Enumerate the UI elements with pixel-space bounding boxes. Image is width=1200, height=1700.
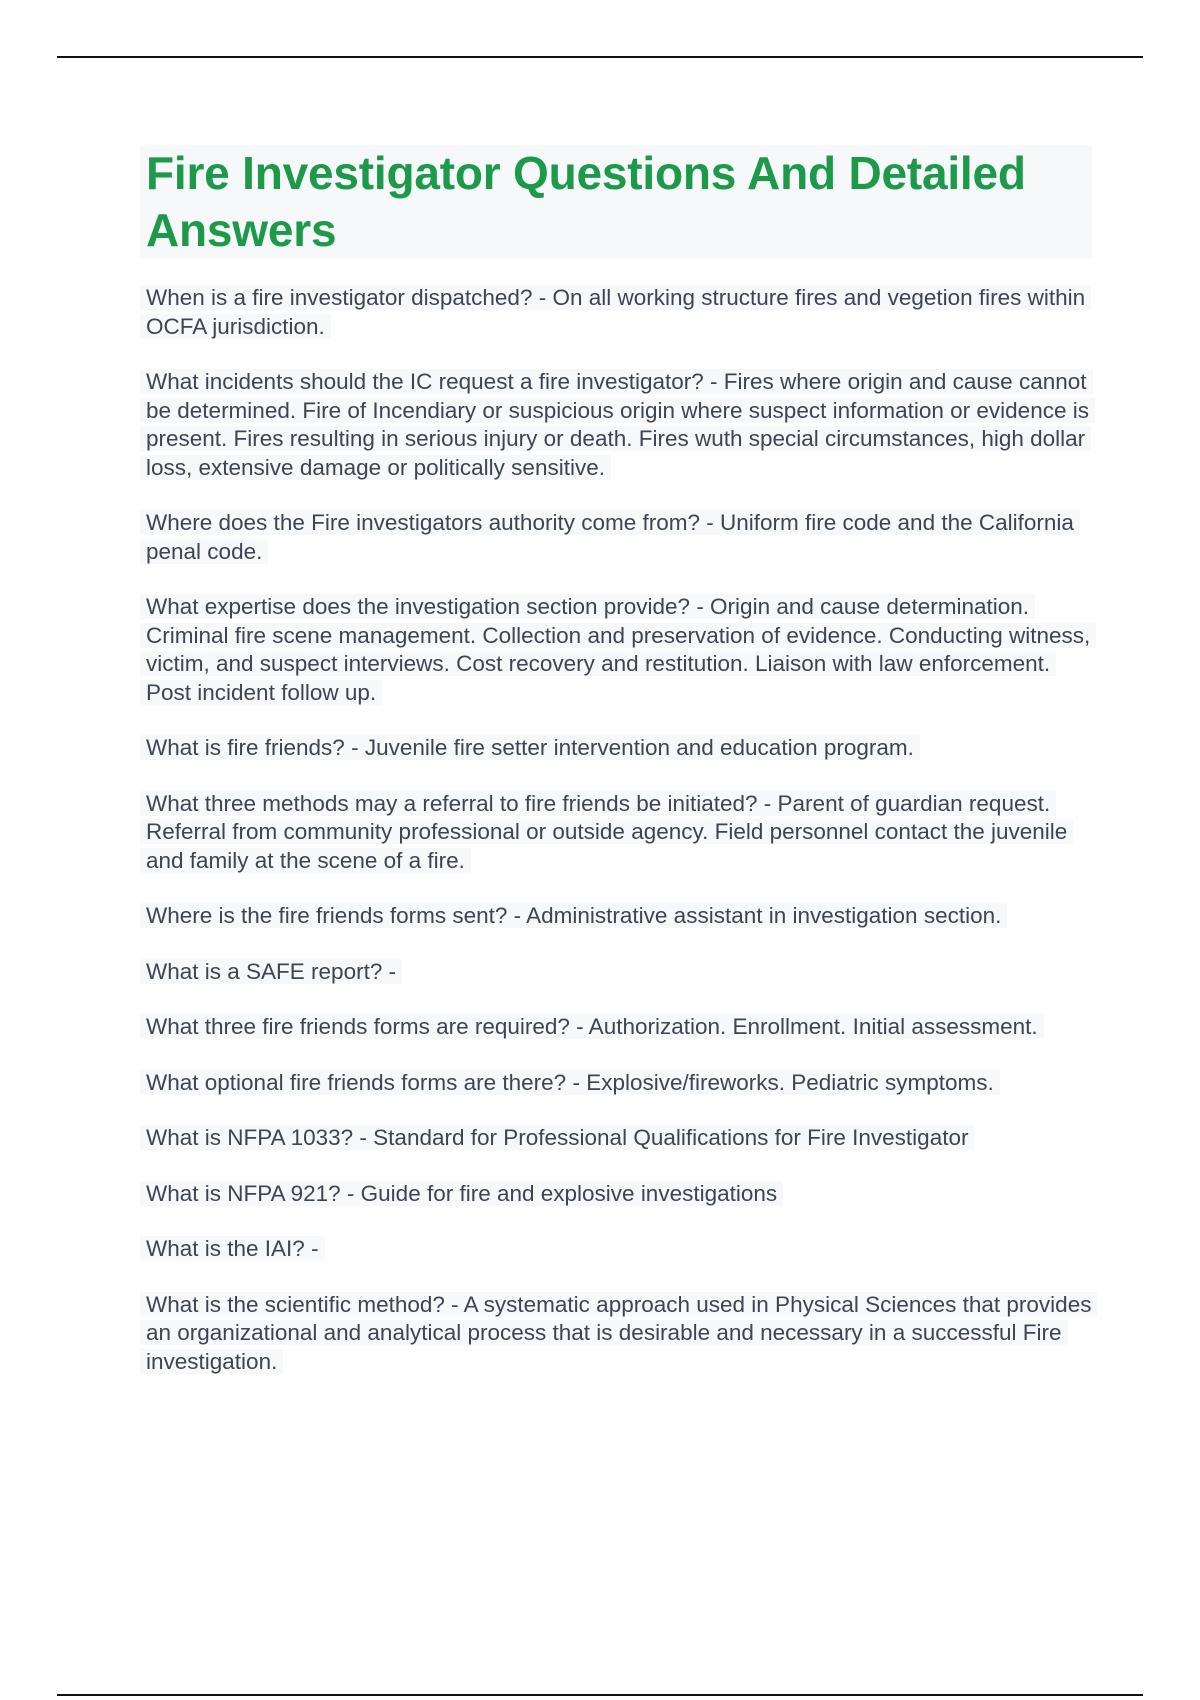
qa-list	[140, 284, 1100, 1403]
qa-text: Where is the fire friends forms sent? - Administrative assistant in investigation section.	[140, 903, 1007, 928]
document-title: Fire Investigator Questions And Detailed Answers	[146, 147, 1026, 256]
top-divider	[57, 56, 1143, 58]
qa-text: What is a SAFE report? -	[140, 959, 402, 984]
qa-item	[140, 1013, 1100, 1042]
qa-item	[140, 368, 1100, 482]
qa-item	[140, 1069, 1100, 1098]
qa-text: What is the scientific method? - A systematic approach used in Physical Sciences that provides an organizational and analytical process that is desirable and necessary in a successful Fire investigation.	[140, 1292, 1097, 1374]
qa-item	[140, 593, 1100, 707]
qa-text: What three fire friends forms are required? - Authorization. Enrollment. Initial assessment.	[140, 1014, 1044, 1039]
qa-item	[140, 284, 1100, 341]
qa-text: Where does the Fire investigators authority come from? - Uniform fire code and the California penal code.	[140, 510, 1080, 564]
qa-item	[140, 734, 1100, 763]
qa-text: What is the IAI? -	[140, 1236, 325, 1261]
qa-text: What optional fire friends forms are there? - Explosive/fireworks. Pediatric symptoms.	[140, 1070, 1000, 1095]
qa-item	[140, 902, 1100, 931]
qa-text: What is NFPA 1033? - Standard for Professional Qualifications for Fire Investigator	[140, 1125, 974, 1150]
qa-text: What expertise does the investigation section provide? - Origin and cause determination. Criminal fire scene management. Collection and preservation of evidence. Conducting witness, victim, and suspect interviews. Cost recovery and restitution. Liaison with law enforcement. Post incident follow up.	[140, 594, 1096, 705]
qa-item	[140, 958, 1100, 987]
qa-item	[140, 1180, 1100, 1209]
qa-text: What is NFPA 921? - Guide for fire and explosive investigations	[140, 1181, 783, 1206]
title-block	[140, 145, 1092, 258]
qa-item	[140, 1124, 1100, 1153]
qa-text: What three methods may a referral to fire friends be initiated? - Parent of guardian request. Referral from community professional or outside agency. Field personnel contact the juvenile and family at the scene of a fire.	[140, 791, 1073, 873]
qa-text: What incidents should the IC request a fire investigator? - Fires where origin and cause cannot be determined. Fire of Incendiary or suspicious origin where suspect information or evidence is present. Fires resulting in serious injury or death. Fires wuth special circumstances, high dollar loss, extensive damage or politically sensitive.	[140, 369, 1095, 480]
qa-text: What is fire friends? - Juvenile fire setter intervention and education program.	[140, 735, 920, 760]
qa-item	[140, 509, 1100, 566]
qa-item	[140, 790, 1100, 876]
qa-item	[140, 1235, 1100, 1264]
bottom-divider	[57, 1694, 1143, 1696]
qa-text: When is a fire investigator dispatched? - On all working structure fires and vegetion fires within OCFA jurisdiction.	[140, 285, 1091, 339]
qa-item	[140, 1291, 1100, 1377]
